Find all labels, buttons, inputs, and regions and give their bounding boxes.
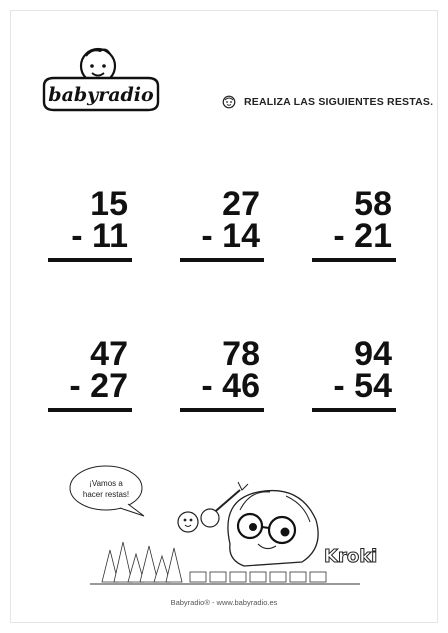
kroki-name: Kroki bbox=[324, 546, 378, 567]
footer-text: Babyradio® - www.babyradio.es bbox=[170, 598, 278, 607]
minuend: 15 bbox=[90, 185, 128, 223]
speech-line-2: hacer restas! bbox=[82, 490, 130, 499]
speech-line-1: ¡Vamos a bbox=[89, 479, 123, 488]
instruction bbox=[222, 95, 433, 109]
subtrahend: - 11 bbox=[71, 217, 128, 255]
logo-text: babyradio bbox=[48, 84, 154, 106]
answer-line bbox=[48, 258, 132, 262]
subtrahend: - 14 bbox=[201, 217, 260, 255]
subtraction-problem bbox=[48, 185, 144, 262]
answer-line bbox=[180, 258, 264, 262]
subtraction-problem bbox=[312, 185, 408, 262]
answer-line bbox=[48, 408, 132, 412]
minuend: 94 bbox=[354, 335, 392, 373]
subtraction-problem bbox=[180, 185, 276, 262]
smiley-face-icon bbox=[222, 95, 236, 109]
answer-line bbox=[312, 258, 396, 262]
subtrahend: - 21 bbox=[333, 217, 392, 255]
tree-icons bbox=[102, 542, 182, 582]
kroki-character-icon bbox=[178, 482, 318, 566]
subtrahend: - 46 bbox=[201, 367, 260, 405]
minuend: 27 bbox=[222, 185, 260, 223]
minuend: 78 bbox=[222, 335, 260, 373]
subtraction-problem bbox=[180, 335, 276, 412]
subtrahend: - 54 bbox=[333, 367, 392, 405]
answer-line bbox=[180, 408, 264, 412]
minuend: 47 bbox=[90, 335, 128, 373]
subtraction-problem bbox=[48, 335, 144, 412]
subtrahend: - 27 bbox=[69, 367, 128, 405]
answer-line bbox=[312, 408, 396, 412]
kroki-scene-illustration bbox=[90, 470, 378, 598]
subtraction-problem bbox=[312, 335, 408, 412]
instruction-text: REALIZA LAS SIGUIENTES RESTAS. bbox=[244, 96, 434, 108]
fence-icon bbox=[190, 572, 326, 582]
minuend: 58 bbox=[354, 185, 392, 223]
babyradio-logo bbox=[36, 42, 164, 124]
